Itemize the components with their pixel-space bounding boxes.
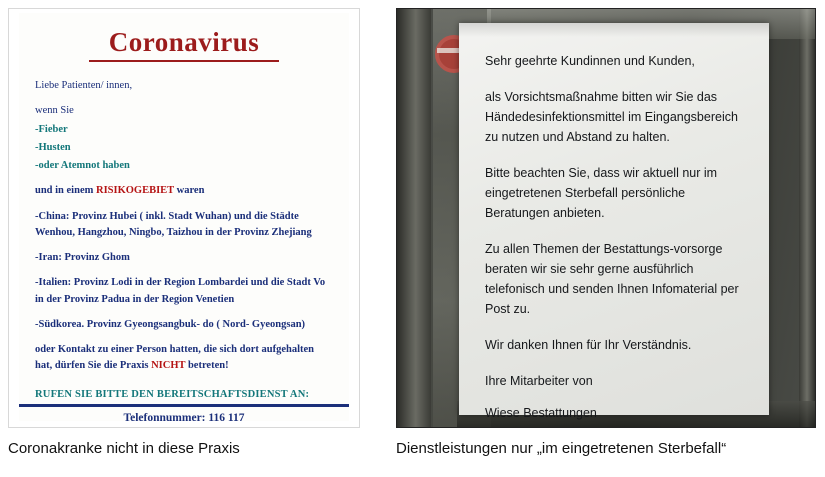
poster-funeral-notice [459,23,769,420]
poster-coronavirus [19,13,349,424]
title-underline [89,60,279,62]
poster-bottom-rule [19,404,349,407]
risk-keyword: RISIKOGEBIET [95,185,174,197]
provision-paragraph: Zu allen Themen der Bestattungs-vorsorge beraten wir sie sehr gerne ausführlich telefonisch und senden Ihnen Infomaterial per Post zu. [485,242,739,316]
door-frame-left [397,9,431,427]
contact-not-keyword: NICHT [151,360,186,372]
contact-warning [35,342,333,375]
symptom-fever: -Fieber [35,123,68,135]
emergency-service-line: RUFEN SIE BITTE DEN BEREITSCHAFTSDIENST AN: [35,388,310,400]
precaution-paragraph: als Vorsichtsmaßnahme bitten wir Sie das Händedesinfektionsmittel im Eingangsbereich zu nutzen und Abstand zu halten. [485,90,738,144]
phone-number-line: Telefonnummer: 116 117 [123,411,245,424]
photo-funeral-home-door [396,8,816,428]
risk-area-line [35,183,333,199]
region-southkorea: -Südkorea. Provinz Gyeongsangbuk- do ( Nord- Gyeongsan) [35,318,306,330]
company-name: Wiese Bestattungen [485,406,597,420]
risk-suffix: waren [174,185,205,197]
intro-line: wenn Sie [35,105,74,117]
figure-right [396,8,816,459]
door-frame-right [799,9,815,427]
region-italy: -Italien: Provinz Lodi in der Region Lombardei und die Stadt Vo in der Provinz Padua in der Region Venetien [35,277,326,305]
greeting-line: Liebe Patienten/ innen, [35,80,133,91]
symptom-cough: -Husten [35,141,71,153]
symptom-breathlessness: -oder Atemnot haben [35,160,130,172]
photo-coronavirus-notice [8,8,360,428]
caption-left: Coronakranke nicht in diese Praxis [8,440,240,457]
consultation-paragraph: Bitte beachten Sie, dass wir aktuell nur im eingetretenen Sterbefall persönliche Beratungen anbieten. [485,166,718,220]
risk-prefix: und in einem [35,185,96,197]
contact-prefix: oder Kontakt zu einer Person hatten, die sich dort aufgehalten hat, dürfen Sie die Praxis [35,344,315,372]
salutation: Sehr geehrte Kundinnen und Kunden, [485,54,695,68]
region-china: -China: Provinz Hubei ( inkl. Stadt Wuhan) und die Städte Wenhou, Hangzhou, Ningbo, Taizhou in der Provinz Zhejiang [35,210,312,238]
contact-suffix: betreten! [185,360,229,372]
poster-title: Coronavirus [108,27,260,57]
region-iran: -Iran: Provinz Ghom [35,252,130,264]
figure-left [8,8,360,459]
signoff-line: Ihre Mitarbeiter von [485,374,593,388]
caption-right: Dienstleistungen nur „im eingetretenen Sterbefall“ [396,440,727,457]
thanks-paragraph: Wir danken Ihnen für Ihr Verständnis. [485,338,692,352]
poster-body [35,78,333,375]
